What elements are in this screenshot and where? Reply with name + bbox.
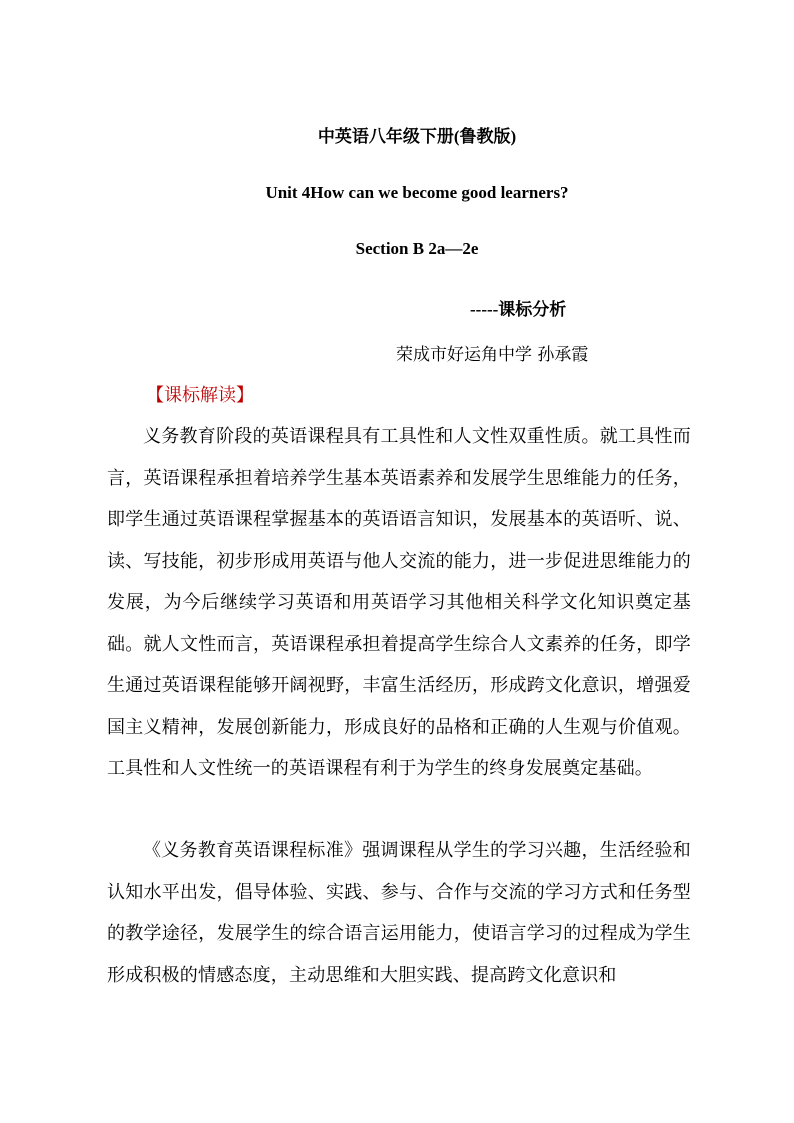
section-title: Section B 2a—2e: [355, 239, 479, 258]
unit-title: Unit 4How can we become good learners?: [265, 183, 569, 202]
body-paragraph-1: 义务教育阶段的英语课程具有工具性和人文性双重性质。就工具性而言，英语课程承担着培养学生基本英语素养和发展学生思维能力的任务，即学生通过英语课程掌握基本的英语语言知识，发展基本的英语听、说、读、写技能，初步形成用英语与他人交流的能力，进一步促进思维能力的发展，为今后继续学习英语和用英语学习其他相关科学文化知识奠定基础。就人文性而言，英语课程承担着提高学生综合人文素养的任务，即学生通过英语课程能够开阔视野，丰富生活经历，形成跨文化意识，增强爱国主义精神，发展创新能力，形成良好的品格和正确的人生观与价值观。工具性和人文性统一的英语课程有利于为学生的终身发展奠定基础。: [107, 426, 691, 779]
document-subtitle: -----课标分析: [470, 300, 567, 319]
author-line: 荣成市好运角中学 孙承霞: [396, 345, 589, 365]
body-paragraph-2: 《义务教育英语课程标准》强调课程从学生的学习兴趣，生活经验和认知水平出发，倡导体验、实践、参与、合作与交流的学习方式和任务型的教学途径，发展学生的综合语言运用能力，使语言学习的过程成为学生形成积极的情感态度，主动思维和大胆实践、提高跨文化意识和: [107, 840, 691, 986]
document-title: 中英语八年级下册(鲁教版): [317, 127, 517, 146]
section-heading: 【课标解读】: [146, 385, 254, 406]
